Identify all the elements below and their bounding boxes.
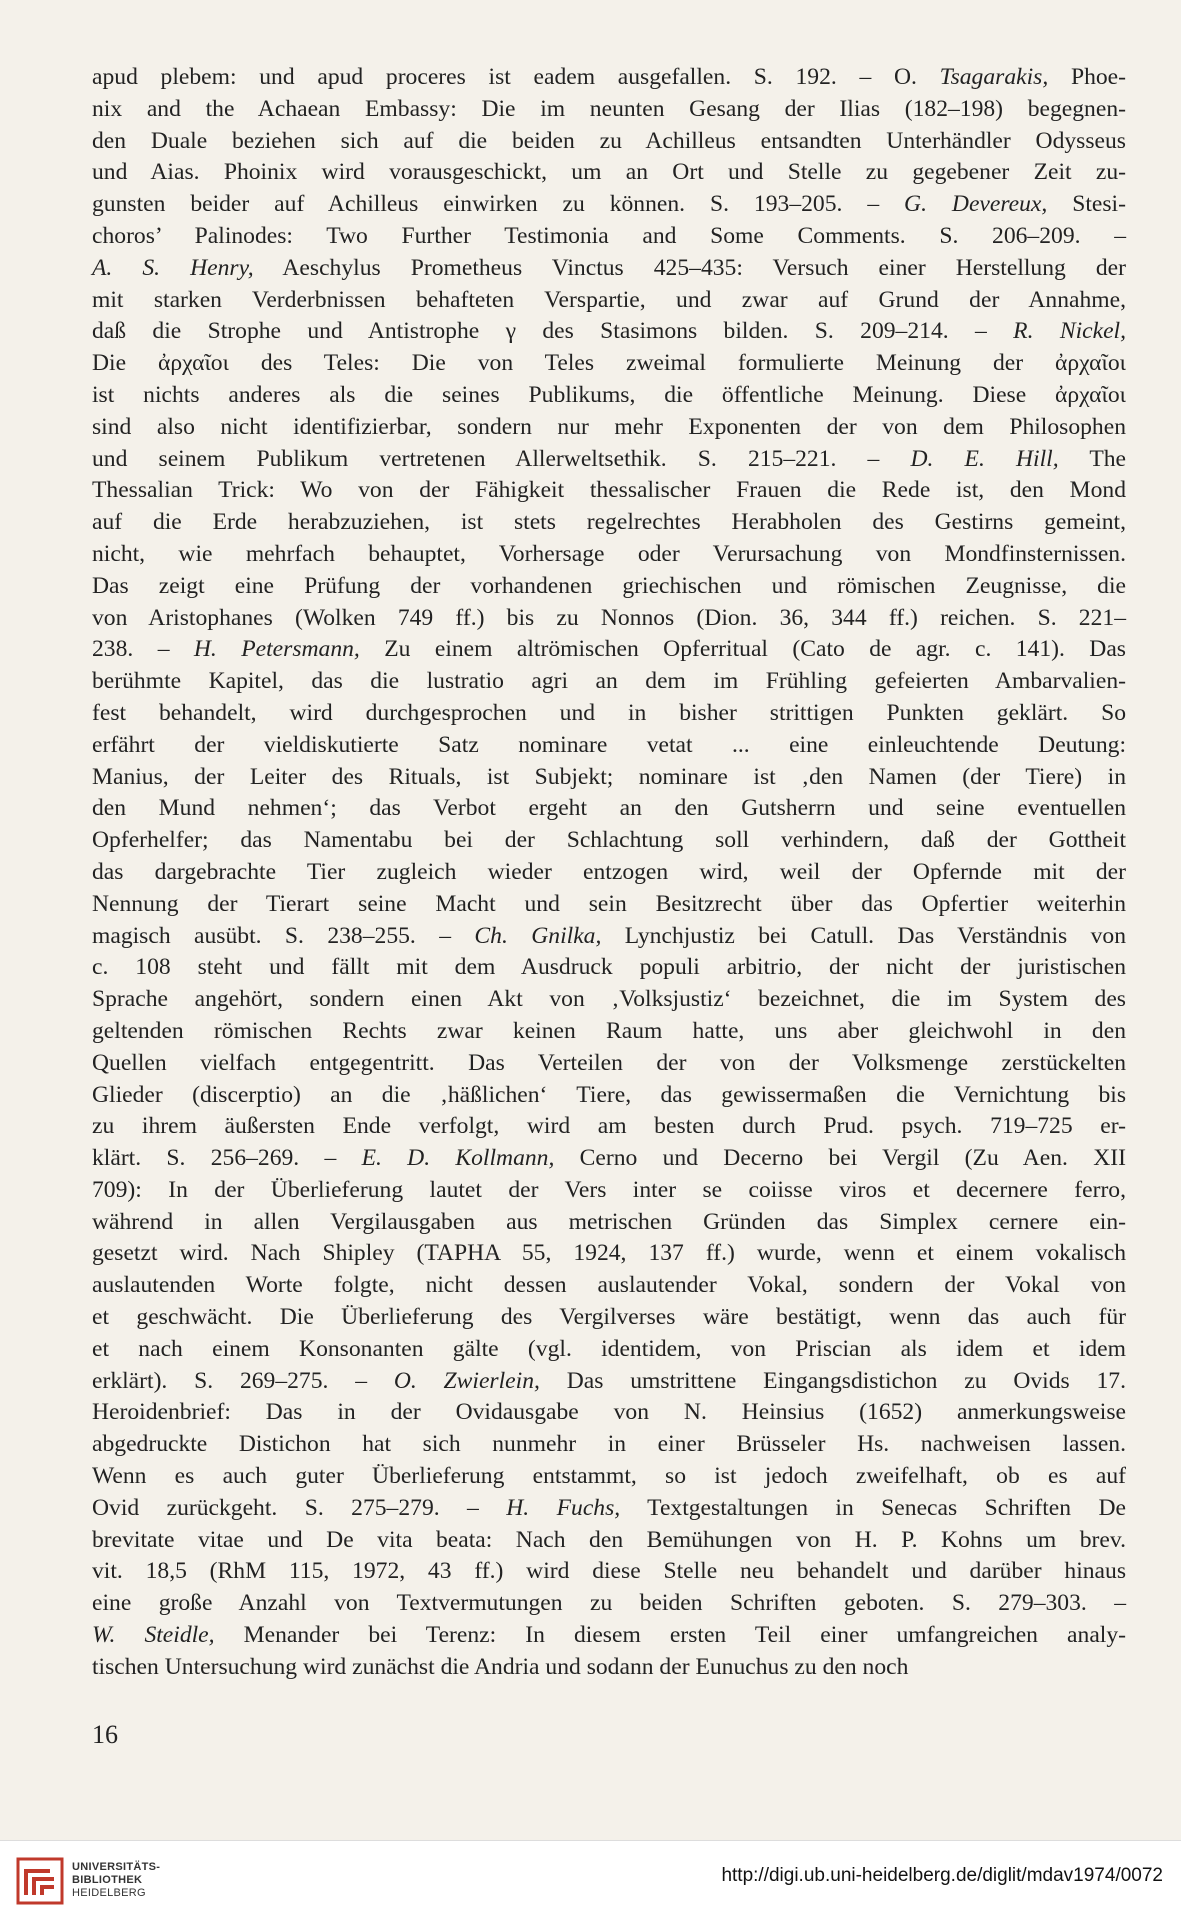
- text-line: et geschwächt. Die Überlieferung des Vergilverses wäre bestätigt, wenn das auch für: [92, 1304, 1126, 1331]
- text-line: abgedruckte Distichon hat sich nunmehr in einer Brüsseler Hs. nachweisen lassen.: [92, 1431, 1126, 1458]
- text-line: W. Steidle, Menander bei Terenz: In diesem ersten Teil einer umfangreichen analy-: [92, 1622, 1127, 1649]
- text-line: c. 108 steht und fällt mit dem Ausdruck populi arbitrio, der nicht der juristischen: [92, 954, 1126, 981]
- text-line: nicht, wie mehrfach behauptet, Vorhersage oder Verursachung von Mondfinsternissen.: [92, 540, 1126, 567]
- text-line: daß die Strophe und Antistrophe γ des Stasimons bilden. S. 209–214. – R. Nickel,: [92, 318, 1126, 345]
- library-logo-icon: [16, 1857, 64, 1905]
- page-number: 16: [92, 1720, 118, 1749]
- text-line: choros’ Palinodes: Two Further Testimonia and Some Comments. S. 206–209. –: [92, 222, 1126, 249]
- text-line: und Aias. Phoinix wird vorausgeschickt, um an Ort und Stelle zu gegebener Zeit zu-: [92, 159, 1126, 186]
- text-line: 709): In der Überlieferung lautet der Vers inter se coiisse viros et decernere ferro,: [92, 1176, 1126, 1203]
- library-name-line: HEIDELBERG: [72, 1887, 146, 1899]
- text-line: Glieder (discerptio) an die ‚häßlichen‘ Tiere, das gewissermaßen die Vernichtung bis: [92, 1081, 1126, 1108]
- text-line: Thessalian Trick: Wo von der Fähigkeit thessalischer Frauen die Rede ist, den Mond: [92, 477, 1126, 504]
- library-name-line: UNIVERSITÄTS-: [72, 1861, 161, 1873]
- text-line: auslautenden Worte folgte, nicht dessen auslautender Vokal, sondern der Vokal von: [92, 1272, 1126, 1299]
- text-line: mit starken Verderbnissen behafteten Verspartie, und zwar auf Grund der Annahme,: [92, 286, 1126, 313]
- text-line: fest behandelt, wird durchgesprochen und in bisher strittigen Punkten geklärt. So: [92, 699, 1126, 726]
- text-line: apud plebem: und apud proceres ist eadem ausgefallen. S. 192. – O. Tsagarakis, Phoe-: [92, 64, 1126, 90]
- text-line: Nennung der Tierart seine Macht und sein Besitzrecht über das Opfertier weiterhin: [92, 890, 1126, 917]
- text-line: den Mund nehmen‘; das Verbot ergeht an den Gutsherrn und seine eventuellen: [92, 795, 1126, 822]
- text-line: Wenn es auch guter Überlieferung entstammt, so ist jedoch zweifelhaft, ob es auf: [92, 1463, 1126, 1490]
- text-line: A. S. Henry, Aeschylus Prometheus Vinctus 425–435: Versuch einer Herstellung der: [92, 254, 1126, 281]
- text-line: gunsten beider auf Achilleus einwirken zu können. S. 193–205. – G. Devereux, Stesi-: [92, 191, 1126, 218]
- text-line: et nach einem Konsonanten gälte (vgl. identidem, von Priscian als idem et idem: [92, 1335, 1126, 1362]
- text-line: erfährt der vieldiskutierte Satz nominare vetat ... eine einleuchtende Deutung:: [92, 731, 1126, 758]
- text-line: von Aristophanes (Wolken 749 ff.) bis zu Nonnos (Dion. 36, 344 ff.) reichen. S. 221–: [92, 604, 1126, 631]
- library-logo[interactable]: [16, 1851, 206, 1911]
- text-line: auf die Erde herabzuziehen, ist stets regelrechtes Herabholen des Gestirns gemeint,: [92, 509, 1126, 536]
- text-line: den Duale beziehen sich auf die beiden zu Achilleus entsandten Unterhändler Odysseus: [92, 127, 1126, 154]
- text-line: vit. 18,5 (RhM 115, 1972, 43 ff.) wird diese Stelle neu behandelt und darüber hinaus: [92, 1558, 1126, 1585]
- library-name-line: BIBLIOTHEK: [72, 1874, 143, 1886]
- text-line: und seinem Publikum vertretenen Allerweltsethik. S. 215–221. – D. E. Hill, The: [92, 445, 1126, 472]
- text-line: nix and the Achaean Embassy: Die im neunten Gesang der Ilias (182–198) begegnen-: [92, 95, 1126, 122]
- text-line: während in allen Vergilausgaben aus metrischen Gründen das Simplex cernere ein-: [92, 1208, 1126, 1235]
- text-line: erklärt). S. 269–275. – O. Zwierlein, Das umstrittene Eingangsdistichon zu Ovids 17.: [92, 1367, 1126, 1394]
- text-line: magisch ausübt. S. 238–255. – Ch. Gnilka, Lynchjustiz bei Catull. Das Verständnis von: [92, 922, 1126, 949]
- text-line: 238. – H. Petersmann, Zu einem altrömischen Opferritual (Cato de agr. c. 141). Das: [92, 636, 1126, 663]
- source-url-link[interactable]: http://digi.ub.uni-heidelberg.de/diglit/mdav1974/0072: [721, 1865, 1163, 1886]
- text-line: Das zeigt eine Prüfung der vorhandenen griechischen und römischen Zeugnisse, die: [92, 572, 1126, 599]
- text-line: klärt. S. 256–269. – E. D. Kollmann, Cerno und Decerno bei Vergil (Zu Aen. XII: [92, 1145, 1126, 1172]
- text-line: Die ἀρχαῖοι des Teles: Die von Teles zweimal formulierte Meinung der ἀρχαῖοι: [92, 350, 1126, 377]
- text-line: das dargebrachte Tier zugleich wieder entzogen wird, weil der Opfernde mit der: [92, 858, 1126, 885]
- footer-bar: [0, 1840, 1181, 1919]
- text-line: ist nichts anderes als die seines Publikums, die öffentliche Meinung. Diese ἀρχαῖοι: [92, 381, 1126, 408]
- library-name: [72, 1861, 160, 1900]
- text-line: Ovid zurückgeht. S. 275–279. – H. Fuchs, Textgestaltungen in Senecas Schriften De: [92, 1494, 1126, 1521]
- text-line: eine große Anzahl von Textvermutungen zu beiden Schriften geboten. S. 279–303. –: [92, 1590, 1126, 1617]
- text-line: Sprache angehört, sondern einen Akt von ‚Volksjustiz‘ bezeichnet, die im System des: [92, 986, 1126, 1013]
- body-text: [92, 62, 1126, 1684]
- text-line: Quellen vielfach entgegentritt. Das Verteilen der von der Volksmenge zerstückelten: [92, 1049, 1126, 1076]
- text-line: sind also nicht identifizierbar, sondern nur mehr Exponenten der von dem Philosophen: [92, 413, 1126, 440]
- text-line: geltenden römischen Rechts zwar keinen Raum hatte, uns aber gleichwohl in den: [92, 1017, 1126, 1044]
- text-line: Opferhelfer; das Namentabu bei der Schlachtung soll verhindern, daß der Gottheit: [92, 827, 1126, 854]
- text-line: brevitate vitae und De vita beata: Nach den Bemühungen von H. P. Kohns um brev.: [92, 1526, 1126, 1553]
- text-line: tischen Untersuchung wird zunächst die Andria und sodann der Eunuchus zu den noch: [92, 1653, 909, 1680]
- text-line: Heroidenbrief: Das in der Ovidausgabe von N. Heinsius (1652) anmerkungsweise: [92, 1399, 1126, 1426]
- text-line: zu ihrem äußersten Ende verfolgt, wird am besten durch Prud. psych. 719–725 er-: [92, 1113, 1126, 1140]
- text-line: Manius, der Leiter des Rituals, ist Subjekt; nominare ist ‚den Namen (der Tiere) in: [92, 763, 1126, 790]
- text-line: berühmte Kapitel, das die lustratio agri an dem im Frühling gefeierten Ambarvalien-: [92, 668, 1126, 695]
- text-line: gesetzt wird. Nach Shipley (TAPHA 55, 1924, 137 ff.) wurde, wenn et einem vokalisch: [92, 1240, 1126, 1267]
